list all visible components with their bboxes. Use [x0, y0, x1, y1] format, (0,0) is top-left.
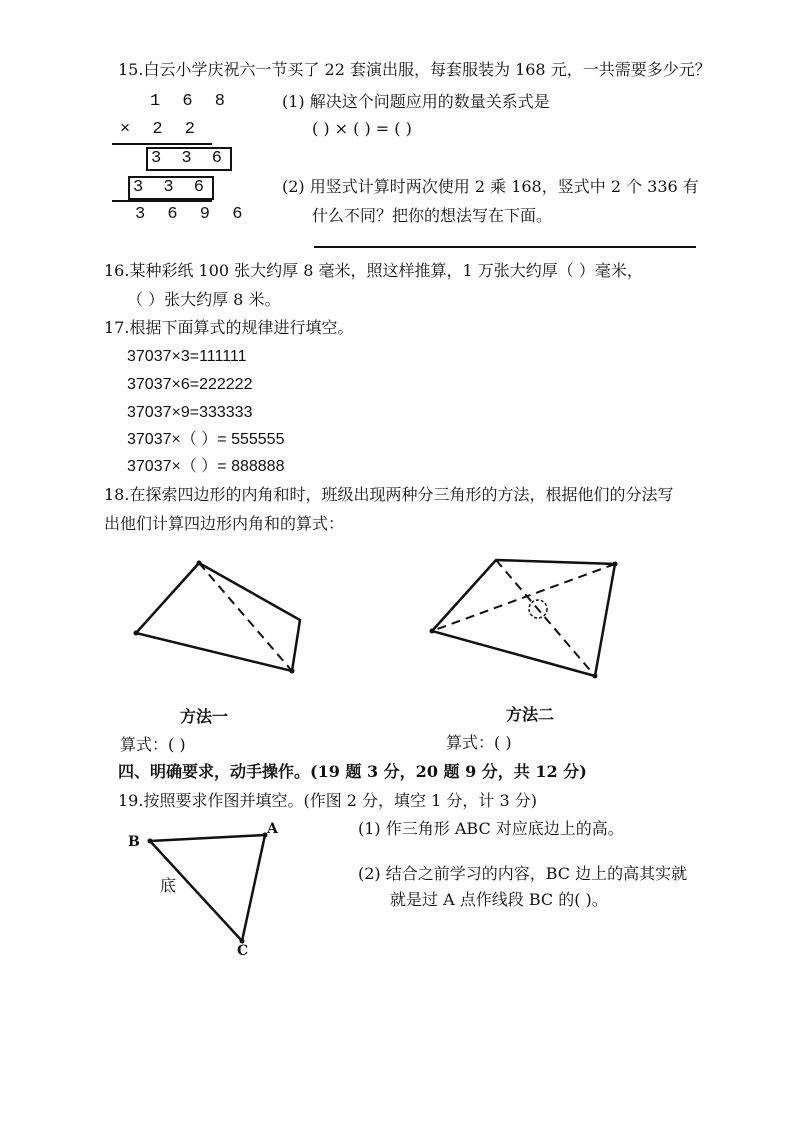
q16-line2: （ ）张大约厚 8 米。 [127, 290, 281, 309]
vertex-label-b: B [128, 834, 140, 850]
q18-formula1[interactable]: 算式：( ) [120, 735, 186, 754]
diagonal-method-2b [432, 564, 615, 631]
vertex-label-a: A [267, 821, 278, 837]
q17-line-3: 37037×9=333333 [127, 404, 253, 421]
quadrilateral-method-2 [430, 560, 618, 679]
q19-part2-line2[interactable]: 就是过 A 点作线段 BC 的( )。 [390, 890, 608, 909]
q15-result: 3 6 9 6 [135, 205, 249, 224]
q19-part2-line1: (2) 结合之前学习的内容，BC 边上的高其实就 [358, 864, 688, 883]
q17-line-5[interactable]: 37037×（ ）= 888888 [127, 458, 285, 475]
base-label: 底 [160, 876, 177, 895]
vertex-label-c: C [237, 943, 249, 959]
q17-line-4[interactable]: 37037×（ ）= 555555 [127, 431, 285, 448]
diagonal-method-1 [199, 563, 292, 671]
q15-part2-line1: (2) 用竖式计算时两次使用 2 乘 168，竖式中 2 个 336 有 [282, 177, 699, 196]
q16-line1: 16.某种彩纸 100 张大约厚 8 毫米，照这样推算，1 万张大约厚（ ）毫米， [104, 261, 643, 280]
q15-partial-product-1: 3 3 6 [146, 147, 232, 171]
quadrilateral-method-1 [134, 561, 301, 674]
q18-formula2[interactable]: 算式：( ) [446, 733, 512, 752]
q19-part1: (1) 作三角形 ABC 对应底边上的高。 [358, 819, 624, 838]
q15-part2-line2: 什么不同？把你的想法写在下面。 [312, 206, 553, 225]
q15-part1-blank[interactable]: ( ) × ( ) = ( ) [312, 119, 412, 138]
q15-multiplicand: 1 6 8 [150, 92, 232, 111]
q19-stem: 19.按照要求作图并填空。(作图 2 分，填空 1 分，计 3 分) [118, 791, 537, 810]
q18-line1: 18.在探索四边形的内角和时，班级出现两种分三角形的方法，根据他们的分法写 [104, 485, 674, 504]
q15-multiplier-row: × 2 2 [120, 120, 202, 139]
q15-part1: (1) 解决这个问题应用的数量关系式是 [282, 92, 550, 111]
q18-method1-label: 方法一 [180, 707, 229, 726]
q15-partial-product-2: 3 3 6 [128, 176, 214, 200]
q17-stem: 17.根据下面算式的规律进行填空。 [104, 318, 354, 337]
q18-line2: 出他们计算四边形内角和的算式： [104, 514, 345, 533]
section-4-title: 四、明确要求，动手操作。(19 题 3 分，20 题 9 分，共 12 分) [118, 762, 587, 781]
q17-line-2: 37037×6=222222 [127, 376, 253, 393]
q17-line-1: 37037×3=111111 [127, 348, 247, 365]
q15-stem: 15.白云小学庆祝六一节买了 22 套演出服，每套服装为 168 元，一共需要多少元？ [118, 60, 711, 79]
q18-method2-label: 方法二 [506, 705, 555, 724]
